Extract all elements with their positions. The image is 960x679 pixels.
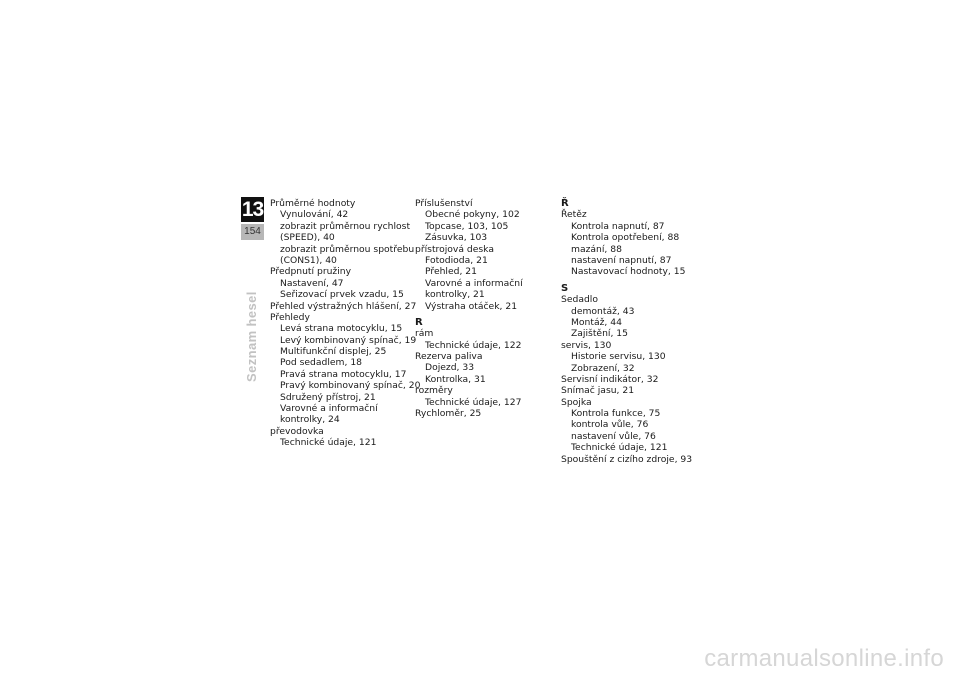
index-subentry: Technické údaje, 121 [571,442,668,454]
watermark: carmanualsonline.info [704,645,944,672]
index-subentry: mazání, 88 [571,243,622,255]
index-subentry: Nastavovací hodnoty, 15 [571,266,686,278]
index-subentry: Levá strana motocyklu, 15 [280,323,403,335]
index-subentry: Technické údaje, 121 [280,437,377,449]
index-subentry: Pod sedadlem, 18 [280,357,363,369]
index-subentry: zobrazit průměrnou spotřebu [280,243,415,255]
index-entry: přístrojová deska [415,243,494,255]
index-subentry: (SPEED), 40 [280,232,335,244]
index-subentry: Kontrola napnutí, 87 [571,220,665,232]
index-subentry: Dojezd, 33 [425,362,475,374]
index-entry: Snímač jasu, 21 [561,385,635,397]
index-subentry: Nastavení, 47 [280,277,344,289]
index-entry: Příslušenství [415,198,473,209]
chapter-number: 13 [241,198,264,221]
index-subentry: nastavení vůle, 76 [571,430,656,442]
index-subentry: zobrazit průměrnou rychlost [280,220,411,232]
index-entry: Sedadlo [561,294,598,306]
index-subentry: kontrola vůle, 76 [571,419,649,431]
index-entry: Přehledy [270,311,310,323]
page-number: 154 [241,224,264,240]
index-subentry: Sdružený přístroj, 21 [280,391,376,403]
index-subentry: Technické údaje, 122 [425,339,522,351]
index-subentry: (CONS1), 40 [280,254,337,266]
index-subentry: Levý kombinovaný spínač, 19 [280,334,417,346]
index-subentry: Přehled, 21 [425,266,477,278]
index-subentry: Historie servisu, 130 [571,351,666,363]
index-subentry: Multifunkční displej, 25 [280,346,387,358]
index-entry: převodovka [270,425,324,437]
section-title-vertical: Seznam hesel [244,291,259,382]
index-subentry: Kontrola opotřebení, 88 [571,232,680,244]
index-entry: Servisní indikátor, 32 [561,373,659,385]
index-subentry: Varovné a informační [425,277,523,289]
index-subentry: Kontrolka, 31 [425,373,486,385]
index-subentry: Kontrola funkce, 75 [571,408,661,420]
index-entry: Rychloměr, 25 [415,408,482,420]
index-subentry: Montáž, 44 [571,316,622,328]
index-entry: servis, 130 [561,339,612,351]
index-entry: Spojka [561,396,592,408]
index-subentry: Zajištění, 15 [571,328,628,340]
index-letter-heading: S [561,282,569,294]
index-entry: Průměrné hodnoty [270,198,356,209]
index-subentry: kontrolky, 21 [425,289,485,301]
index-entry: Přehled výstražných hlášení, 27 [270,300,417,312]
index-entry: Řetěz [561,209,587,221]
index-subentry: kontrolky, 24 [280,414,340,426]
index-entry: Spouštění z cizího zdroje, 93 [561,453,693,465]
index-subentry: Technické údaje, 127 [425,396,522,408]
index-subentry: Obecné pokyny, 102 [425,209,520,221]
index-subentry: Pravý kombinovaný spínač, 20 [280,380,421,392]
index-entry: Předpnutí pružiny [270,266,352,278]
index-subentry: nastavení napnutí, 87 [571,254,672,266]
index-letter-heading: Ř [561,198,569,209]
index-subentry: Zásuvka, 103 [425,232,488,244]
index-subentry: Vynulování, 42 [280,209,349,221]
index-entry: rozměry [415,385,453,397]
index-subentry: Topcase, 103, 105 [425,220,509,232]
index-column-2 [415,198,523,419]
index-subentry: Výstraha otáček, 21 [425,300,518,312]
index-column-3 [561,198,692,465]
index-subentry: Zobrazení, 32 [571,362,635,374]
index-entry: Rezerva paliva [415,351,483,363]
index-column-1 [270,198,420,449]
index-letter-heading: R [415,316,423,328]
index-subentry: Varovné a informační [280,403,378,415]
index-subentry: Fotodioda, 21 [425,254,488,266]
index-subentry: demontáž, 43 [571,305,635,317]
index-subentry: Pravá strana motocyklu, 17 [280,368,407,380]
index-subentry: Seřizovací prvek vzadu, 15 [280,289,404,301]
index-entry: rám [415,328,434,340]
